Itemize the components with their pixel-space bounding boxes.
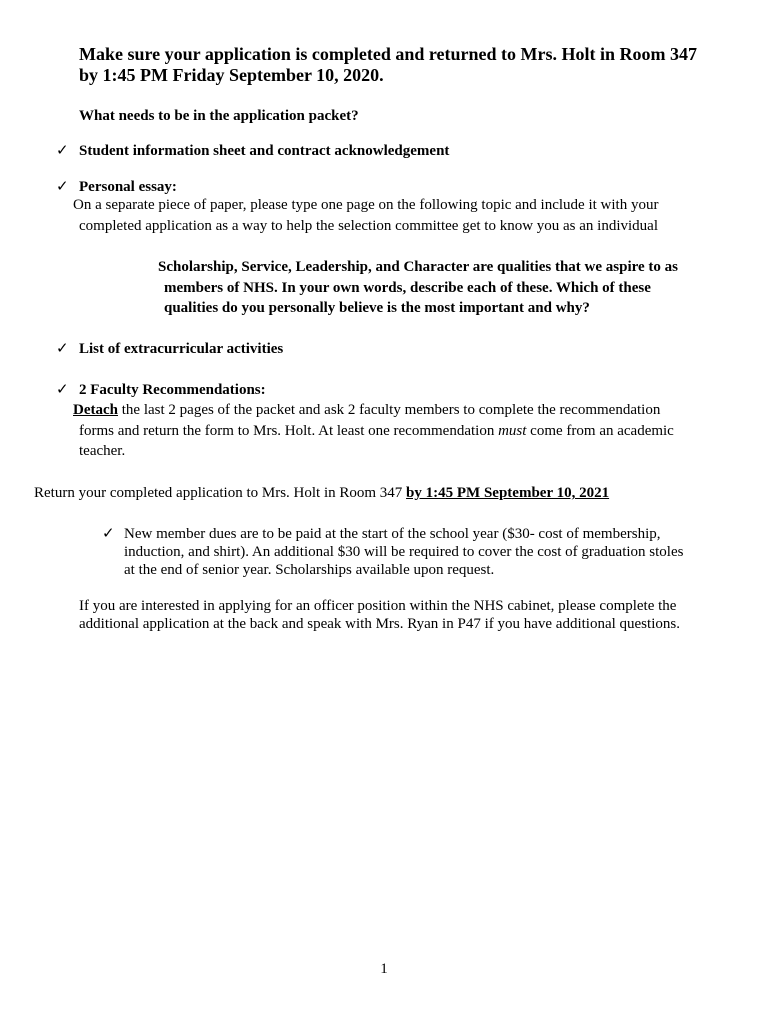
officer-notice [79, 597, 680, 633]
rec-line-2-end: come from an academic [526, 422, 674, 439]
officer-line-1: If you are interested in applying for an officer position within the NHS cabinet, please complete the [79, 598, 677, 614]
essay-line-2: completed application as a way to help the selection committee get to know you as an individual [79, 217, 659, 234]
checkmark-icon: ✓ [56, 341, 69, 357]
return-notice [34, 483, 609, 504]
packet-subheading: What needs to be in the application packet? [79, 108, 359, 124]
rec-line-1: the last 2 pages of the packet and ask 2 faculty members to complete the recommendation [118, 402, 661, 418]
document-title [79, 44, 719, 86]
detach-emphasis: Detach [73, 402, 118, 418]
recommendation-instructions [73, 400, 674, 462]
must-emphasis: must [498, 422, 527, 439]
return-deadline: by 1:45 PM September 10, 2021 [406, 485, 610, 501]
prompt-line-1: Scholarship, Service, Leadership, and Character are qualities that we aspire to as [158, 259, 678, 275]
item-extracurricular: List of extracurricular activities [79, 341, 284, 357]
title-line-2: by 1:45 PM Friday September 10, 2020. [79, 65, 384, 85]
prompt-line-2: members of NHS. In your own words, describe each of these. Which of these [164, 279, 651, 296]
officer-line-2: additional application at the back and speak with Mrs. Ryan in P47 if you have additional questions. [79, 616, 680, 632]
checkmark-icon: ✓ [102, 526, 115, 542]
dues-line-2: induction, and shirt). An additional $30 will be required to cover the cost of graduation stoles [124, 544, 684, 560]
checkmark-icon: ✓ [56, 179, 69, 195]
item-student-info: Student information sheet and contract acknowledgement [79, 143, 450, 159]
checkmark-icon: ✓ [56, 382, 69, 398]
rec-line-3: teacher. [79, 443, 126, 459]
essay-instructions [73, 195, 658, 236]
item-essay-label: Personal essay: [79, 179, 177, 195]
item-recommendations-label: 2 Faculty Recommendations: [79, 382, 266, 398]
dues-line-3: at the end of senior year. Scholarships available upon request. [124, 562, 495, 578]
checkmark-icon: ✓ [56, 143, 69, 159]
rec-line-2-start: forms and return the form to Mrs. Holt. At least one recommendation [79, 422, 499, 439]
dues-line-1: New member dues are to be paid at the start of the school year ($30- cost of membership, [124, 526, 661, 542]
prompt-line-3: qualities do you personally believe is the most important and why? [164, 300, 590, 316]
essay-line-1: On a separate piece of paper, please type one page on the following topic and include it with your [73, 197, 659, 213]
title-line-1: Make sure your application is completed and returned to Mrs. Holt in Room 347 [79, 44, 697, 64]
page-number: 1 [380, 961, 388, 977]
dues-notice [124, 525, 683, 579]
return-notice-text: Return your completed application to Mrs. Holt in Room 347 [34, 485, 407, 501]
essay-prompt [158, 257, 678, 319]
